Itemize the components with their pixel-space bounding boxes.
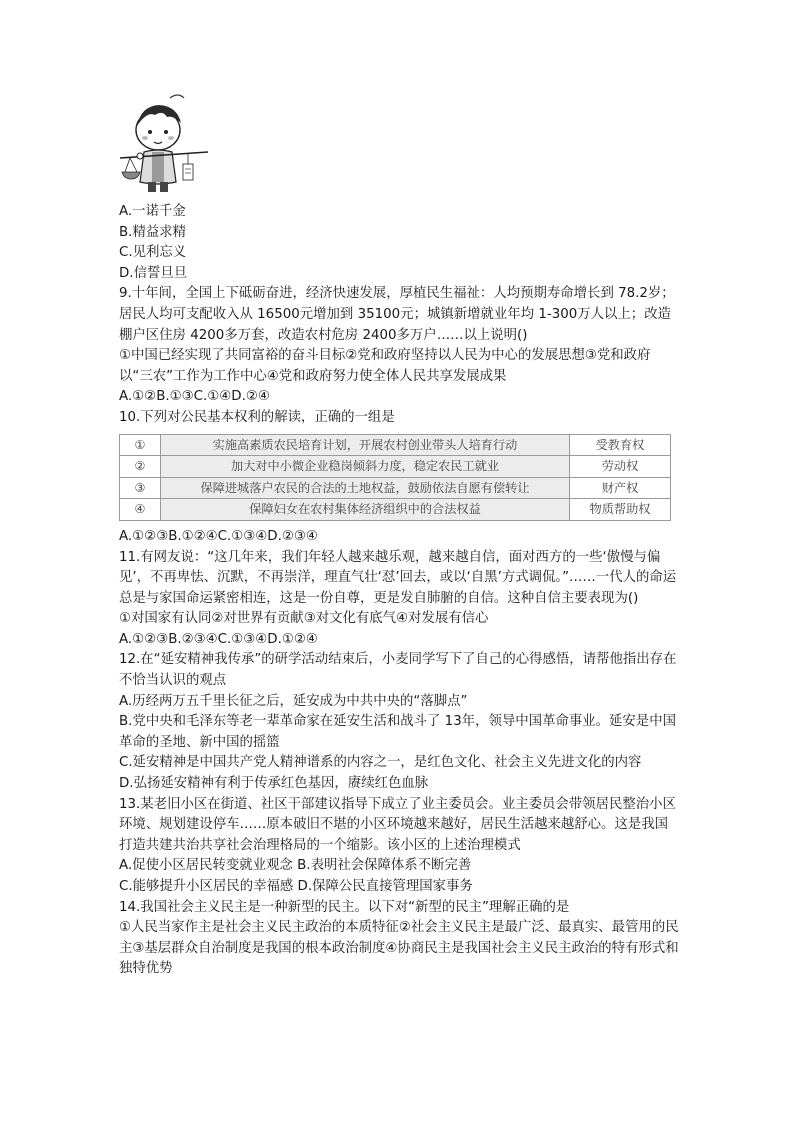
option-c: C.见利忘义 (119, 245, 187, 261)
row-number: ④ (120, 499, 161, 521)
q12-stem: 12.在“延安精神我传承”的研学活动结束后，小麦同学写下了自己的心得感悟，请帮他指出存在不恰当认识的观点 (119, 652, 677, 689)
row-right: 受教育权 (570, 434, 671, 456)
row-number: ② (120, 456, 161, 478)
q8-options (119, 202, 679, 284)
boy-with-scale-illustration (118, 92, 210, 198)
row-right: 物质帮助权 (570, 499, 671, 521)
question-9 (119, 284, 679, 408)
q12-option-a: A.历经两万五千里长征之后，延安成为中共中央的“落脚点” (119, 693, 468, 709)
option-d: D.信誓旦旦 (119, 265, 188, 281)
q10-choices: A.①②③B.①②④C.①③④D.②③④ (119, 528, 318, 544)
q11-choices: A.①②③B.②③④C.①③④D.①②④ (119, 631, 318, 647)
q14-stem: 14.我国社会主义民主是一种新型的民主。以下对“新型的民主”理解正确的是 (119, 899, 570, 915)
row-right: 劳动权 (570, 456, 671, 478)
question-11 (119, 548, 679, 651)
q13-options-cd: C.能够提升小区居民的幸福感 D.保障公民直接管理国家事务 (119, 879, 473, 894)
table-row (120, 499, 671, 521)
question-14 (119, 898, 679, 980)
q13-options-ab: A.促使小区居民转变就业观念 B.表明社会保障体系不断完善 (119, 858, 472, 874)
q11-stem: 11.有网友说：“这几年来，我们年轻人越来越乐观，越来越自信，面对西方的一些‘傲慢与偏见’，不再卑怯、沉默，不再崇洋，理直气壮‘怼’回去，或以‘自黑’方式调侃。”……一代人的命运总是与家国命运紧密相连，这是一份自尊，更是发自肺腑的自信。这种自信主要表现为() (119, 549, 677, 606)
q11-statements: ①对国家有认同②对世界有贡献③对文化有底气④对发展有信心 (119, 611, 489, 627)
row-number: ① (120, 434, 161, 456)
row-description: 保障进城落户农民的合法的土地权益，鼓励依法自愿有偿转让 (161, 477, 570, 499)
row-right: 财产权 (570, 477, 671, 499)
table-row (120, 434, 671, 456)
question-10 (119, 408, 679, 548)
q13-stem: 13.某老旧小区在街道、社区干部建议指导下成立了业主委员会。业主委员会带领居民整治小区环境、规划建设停车……原本破旧不堪的小区环境越来越好，居民生活越来越舒心。这是我国打造共建共治共享社会治理格局的一个缩影。该小区的上述治理模式 (119, 796, 676, 853)
question-13 (119, 795, 679, 898)
row-description: 实施高素质农民培育计划，开展农村创业带头人培育行动 (161, 434, 570, 456)
rights-table (119, 434, 671, 521)
q12-option-c: C.延安精神是中国共产党人精神谱系的内容之一，是红色文化、社会主义先进文化的内容 (119, 755, 642, 771)
option-b: B.精益求精 (119, 224, 187, 240)
q9-choices: A.①②B.①③C.①④D.②④ (119, 389, 270, 405)
row-description: 加大对中小微企业稳岗倾斜力度，稳定农民工就业 (161, 456, 570, 478)
table-row (120, 477, 671, 499)
option-a: A.一诺千金 (119, 204, 186, 219)
q9-stem: 9.十年间，全国上下砥砺奋进，经济快速发展，厚植民生福祉：人均预期寿命增长到 78.2岁；居民人均可支配收入从 16500元增加到 35100元；城镇新增就业年均 1-300万人以上；改造棚户区住房 4200多万套，改造农村危房 2400多万户……以上说明() (119, 286, 675, 343)
table-row (120, 456, 671, 478)
q9-statements: ①中国已经实现了共同富裕的奋斗目标②党和政府坚持以人民为中心的发展思想③党和政府以“三农”工作为工作中心④党和政府努力使全体人民共享发展成果 (119, 348, 651, 384)
q10-stem: 10.下列对公民基本权利的解读，正确的一组是 (119, 409, 395, 425)
question-12 (119, 650, 679, 794)
row-number: ③ (120, 477, 161, 499)
q12-option-b: B.党中央和毛泽东等老一辈革命家在延安生活和战斗了 13年，领导中国革命事业。延安是中国革命的圣地、新中国的摇篮 (119, 714, 676, 750)
q14-statements: ①人民当家作主是社会主义民主政治的本质特征②社会主义民主是最广泛、最真实、最管用的民主③基层群众自治制度是我国的根本政治制度④协商民主是我国社会主义民主政治的特有形式和独特优势 (119, 920, 679, 977)
q12-option-d: D.弘扬延安精神有利于传承红色基因，赓续红色血脉 (119, 776, 429, 792)
question-content (119, 202, 679, 980)
row-description: 保障妇女在农村集体经济组织中的合法权益 (161, 499, 570, 521)
